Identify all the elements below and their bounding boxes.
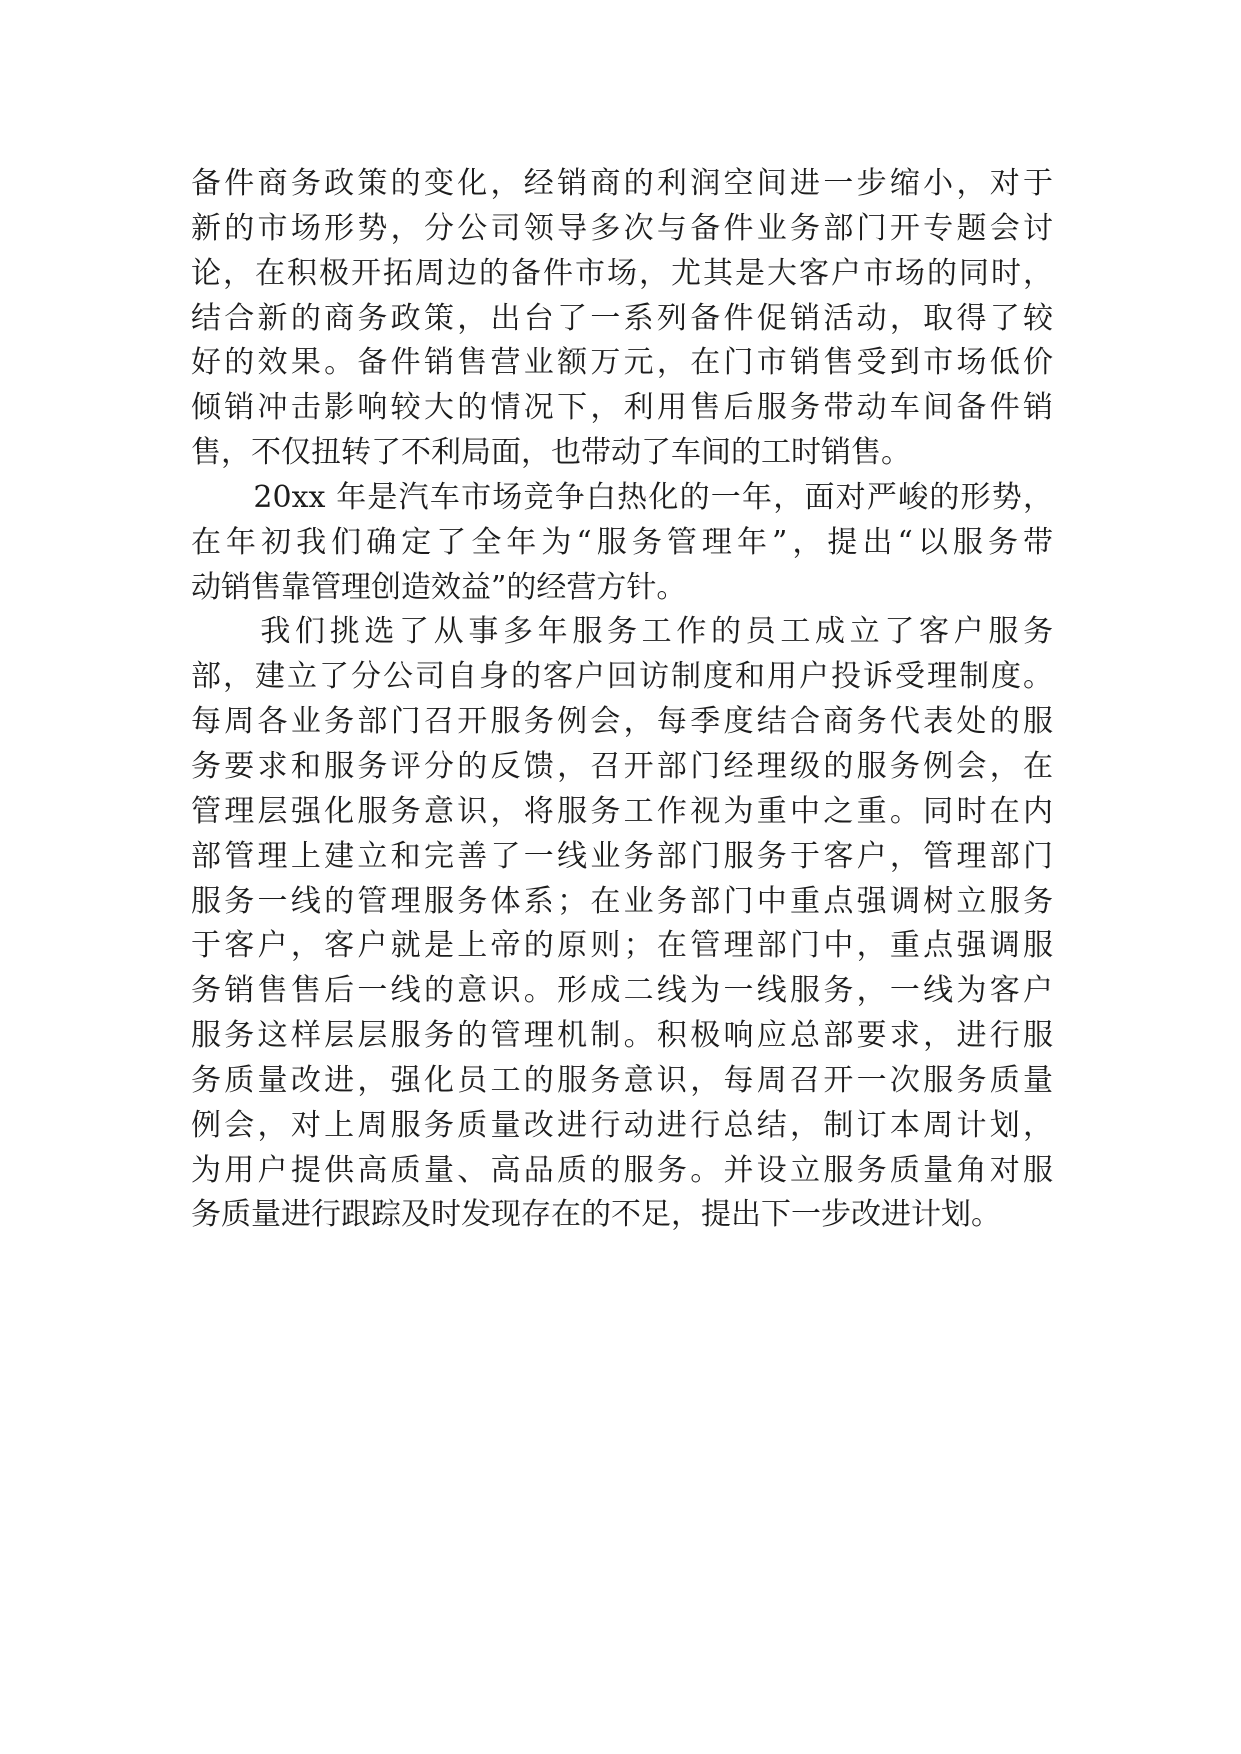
text-line: 论，在积极开拓周边的备件市场，尤其是大客户市场的同时， — [191, 255, 1053, 291]
paragraph-service-year — [191, 476, 1053, 611]
text-line: 动销售靠管理创造效益”的经营方针。 — [191, 569, 687, 605]
text-line: 在年初我们确定了全年为“服务管理年”，提出“以服务带 — [191, 524, 1053, 560]
text-line: 售，不仅扭转了不利局面，也带动了车间的工时销售。 — [191, 435, 911, 471]
text-line: 结合新的商务政策，出台了一系列备件促销活动，取得了较 — [191, 300, 1053, 336]
text-line: 为用户提供高质量、高品质的服务。并设立服务质量角对服 — [191, 1152, 1053, 1188]
text-line: 20xx 年是汽车市场竞争白热化的一年，面对严峻的形势， — [191, 479, 1053, 515]
text-line: 服务一线的管理服务体系；在业务部门中重点强调树立服务 — [191, 883, 1053, 919]
text-line: 好的效果。备件销售营业额万元，在门市销售受到市场低价 — [191, 345, 1053, 381]
paragraph-customer-service — [191, 610, 1053, 1238]
text-line: 务要求和服务评分的反馈，召开部门经理级的服务例会，在 — [191, 748, 1053, 784]
text-line: 务质量改进，强化员工的服务意识，每周召开一次服务质量 — [191, 1062, 1053, 1098]
text-line: 例会，对上周服务质量改进行动进行总结，制订本周计划， — [191, 1107, 1053, 1143]
paragraph-parts-sales — [191, 162, 1053, 476]
text-line: 管理层强化服务意识，将服务工作视为重中之重。同时在内 — [191, 793, 1053, 829]
text-line: 新的市场形势，分公司领导多次与备件业务部门开专题会讨 — [191, 210, 1053, 246]
text-line: 于客户，客户就是上帝的原则；在管理部门中，重点强调服 — [191, 928, 1053, 964]
text-line: 服务这样层层服务的管理机制。积极响应总部要求，进行服 — [191, 1018, 1053, 1054]
text-line: 部管理上建立和完善了一线业务部门服务于客户，管理部门 — [191, 838, 1053, 874]
text-line: 部，建立了分公司自身的客户回访制度和用户投诉受理制度。 — [191, 659, 1053, 695]
text-line: 倾销冲击影响较大的情况下，利用售后服务带动车间备件销 — [191, 390, 1053, 426]
text-line: 每周各业务部门召开服务例会，每季度结合商务代表处的服 — [191, 704, 1053, 740]
text-line: 备件商务政策的变化，经销商的利润空间进一步缩小，对于 — [191, 166, 1053, 201]
text-line: 务销售售后一线的意识。形成二线为一线服务，一线为客户 — [191, 973, 1053, 1009]
text-line: 我们挑选了从事多年服务工作的员工成立了客户服务 — [191, 614, 1053, 650]
text-line: 务质量进行跟踪及时发现存在的不足，提出下一步改进计划。 — [191, 1197, 1001, 1233]
body-text — [191, 162, 1053, 1238]
